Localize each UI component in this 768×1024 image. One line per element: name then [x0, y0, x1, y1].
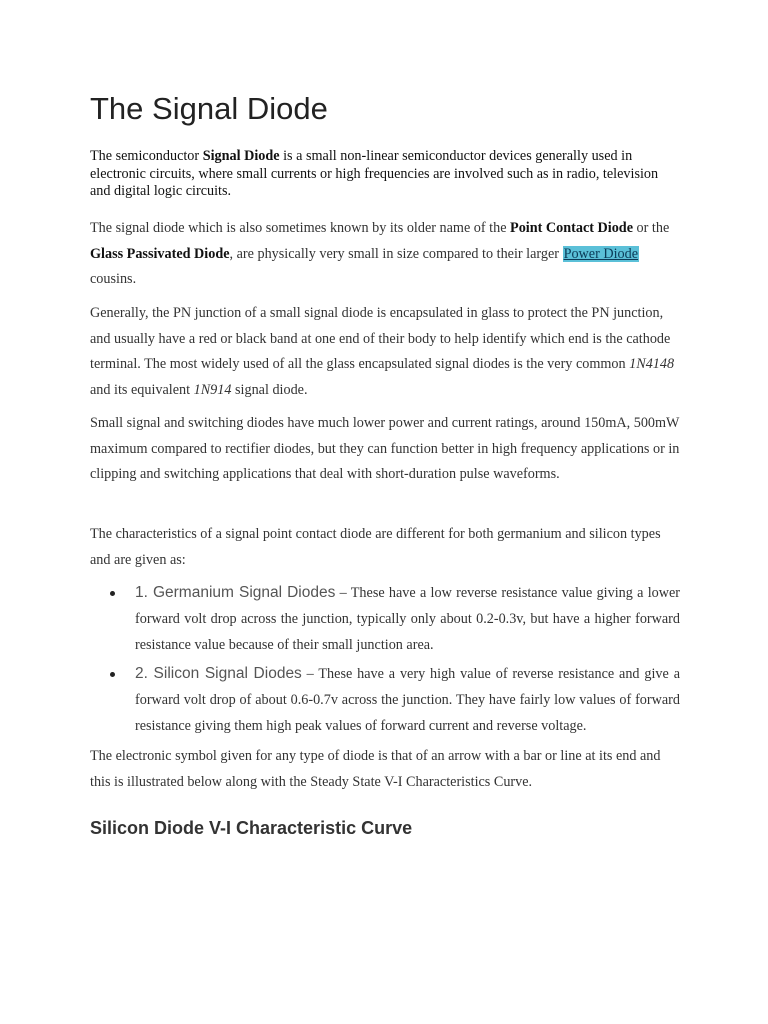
list-item-germanium — [90, 580, 680, 658]
intro-text-2: is a small non-linear semiconductor devices generally used in electronic circuits, where small currents or high frequencies are involved such as in radio, television and digital logic circuits. — [90, 148, 659, 199]
glass-passivated-diode-term: Glass Passivated Diode — [90, 245, 230, 262]
point-contact-diode-term: Point Contact Diode — [510, 220, 633, 236]
paragraph-characteristics: The characteristics of a signal point contact diode are different for both germanium and silicon types and are given as: — [90, 526, 661, 568]
para3-text-3: signal diode. — [231, 381, 308, 398]
silicon-text: – These have a very high value of reverse resistance and give a forward volt drop of about 0.6-0.7v across the junction. They have fairly low values of forward resistance giving them high peak values of forward current and reverse voltage. — [135, 666, 680, 734]
paragraph-point-contact — [90, 216, 680, 293]
germanium-text: – These have a low reverse resistance value giving a lower forward volt drop across the junction, typically only about 0.2-0.3v, but have a higher forward resistance value because of their small junction area. — [135, 585, 680, 653]
para2-text-4: cousins. — [90, 271, 137, 287]
para2-text-1: The signal diode which is also sometimes known by its older name of the — [90, 220, 511, 236]
paragraph-switching-diodes: Small signal and switching diodes have much lower power and current ratings, around 150mA, 500mW maximum compared to rectifier diodes, but they can function better in high frequency applications or in clipping and switching applications that deal with short-duration pulse waveforms. — [90, 415, 680, 482]
bullet-icon — [110, 672, 115, 677]
paragraph-electronic-symbol: The electronic symbol given for any type of diode is that of an arrow with a bar or line at its end and this is illustrated below along with the Steady State V-I Characteristics Curve. — [90, 748, 661, 790]
para2-text-3: , are physically very small in size compared to their larger — [229, 245, 563, 262]
para3-text-1: Generally, the PN junction of a small signal diode is encapsulated in glass to protect the PN junction, and usually have a red or black band at one end of their body to help identify which end is the cathode terminal. The most widely used of all the glass encapsulated signal diodes is the very common — [90, 305, 671, 372]
intro-text-1: The semiconductor — [90, 148, 203, 164]
power-diode-link[interactable]: Power Diode — [563, 245, 639, 262]
para3-text-2: and its equivalent — [90, 381, 194, 398]
intro-paragraph — [90, 148, 680, 201]
part-number-1n4148: 1N4148 — [629, 356, 675, 372]
part-number-1n914: 1N914 — [193, 381, 232, 398]
bullet-icon — [110, 591, 115, 596]
signal-diode-term: Signal Diode — [202, 148, 280, 164]
list-item-silicon — [90, 661, 680, 739]
silicon-lead: 2. Silicon Signal Diodes — [135, 665, 302, 682]
para2-text-2: or the — [633, 220, 670, 236]
paragraph-pn-junction — [90, 301, 680, 403]
germanium-lead: 1. Germanium Signal Diodes — [135, 584, 336, 601]
page-title: The Signal Diode — [90, 91, 328, 126]
diode-types-list — [90, 580, 680, 742]
section-heading: Silicon Diode V-I Characteristic Curve — [90, 818, 413, 838]
